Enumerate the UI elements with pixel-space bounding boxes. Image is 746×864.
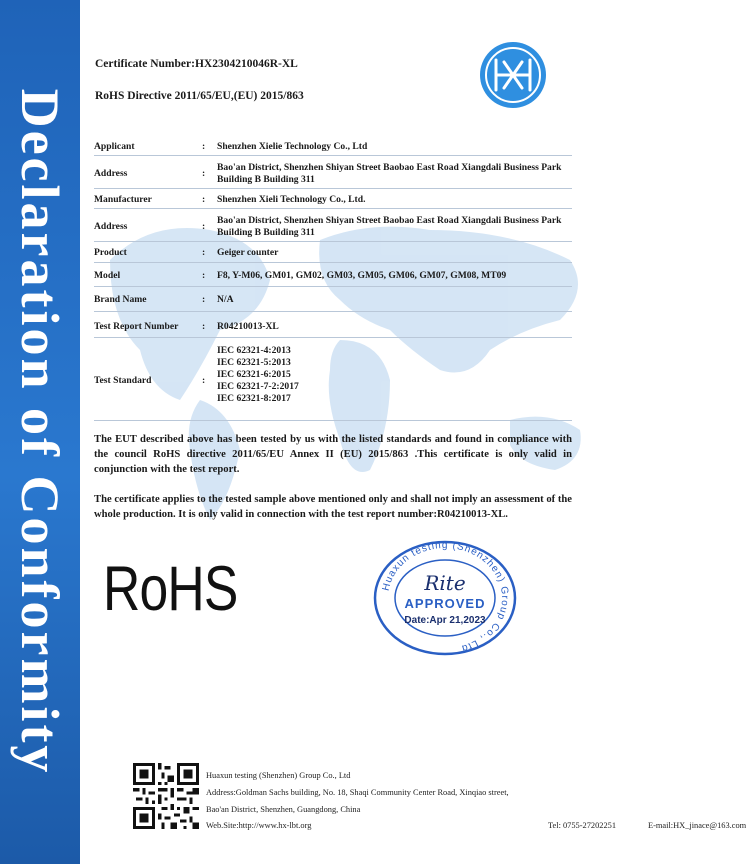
divider <box>94 337 572 338</box>
certificate-number: Certificate Number:HX2304210046R-XL <box>95 58 298 70</box>
footer-email: E-mail:HX_jinace@163.com <box>648 821 746 830</box>
standard-item: IEC 62321-6:2015 <box>217 369 291 380</box>
standard-item: IEC 62321-7-2:2017 <box>217 381 299 392</box>
field-label: Manufacturer <box>94 194 152 205</box>
divider <box>94 286 572 287</box>
field-label: Address <box>94 168 128 179</box>
footer-website: Web.Site:http://www.hx-lbt.org <box>206 821 312 830</box>
field-value: Bao'an District, Shenzhen Shiyan Street Baobao East Road Xiangdali Business Park Building B Building 311 <box>217 215 562 238</box>
approval-stamp-icon <box>370 538 520 658</box>
field-label: Test Report Number <box>94 321 179 332</box>
field-value: Geiger counter <box>217 247 279 258</box>
stamp-approved: APPROVED <box>404 596 486 611</box>
standard-list <box>217 345 567 405</box>
standard-item: IEC 62321-4:2013 <box>217 345 291 356</box>
company-logo-icon <box>478 40 548 110</box>
side-band <box>0 0 80 864</box>
field-label: Address <box>94 221 128 232</box>
footer-address-line2: Bao'an District, Shenzhen, Guangdong, China <box>206 805 361 814</box>
divider <box>94 311 572 312</box>
field-label: Applicant <box>94 141 135 152</box>
field-colon: : <box>202 375 206 386</box>
divider <box>94 262 572 263</box>
field-value: F8, Y-M06, GM01, GM02, GM03, GM05, GM06, GM07, GM08, MT09 <box>217 270 507 281</box>
stamp-date: Date:Apr 21,2023 <box>404 615 486 626</box>
field-label: Test Standard <box>94 375 152 386</box>
field-colon: : <box>202 221 206 232</box>
field-colon: : <box>202 194 206 205</box>
field-value: R04210013-XL <box>217 321 279 332</box>
stamp-ring-text: Huaxun testing (Shenzhen) Group Co., Ltd <box>380 539 511 654</box>
field-value: Shenzhen Xieli Technology Co., Ltd. <box>217 194 366 205</box>
qr-code-icon <box>133 763 199 829</box>
field-label: Product <box>94 247 127 258</box>
field-value: N/A <box>217 294 234 305</box>
field-label: Model <box>94 270 121 281</box>
field-value: Bao'an District, Shenzhen Shiyan Street Baobao East Road Xiangdali Business Park Building B Building 311 <box>217 162 562 185</box>
field-value: Shenzhen Xielie Technology Co., Ltd <box>217 141 368 152</box>
field-colon: : <box>202 247 206 258</box>
field-colon: : <box>202 270 206 281</box>
field-colon: : <box>202 141 206 152</box>
footer-address-line1: Address:Goldman Sachs building, No. 18, Shaqi Community Center Road, Xinqiao street, <box>206 788 509 797</box>
standard-item: IEC 62321-5:2013 <box>217 357 291 368</box>
divider <box>94 420 572 421</box>
compliance-paragraph: The EUT described above has been tested by us with the listed standards and found in compliance with the council RoHS directive 2011/65/EU Annex II (EU) 2015/863 .This certificate is only valid in conjunction with the test report. <box>94 434 572 475</box>
stamp-signature: Rite <box>424 571 466 595</box>
standard-item: IEC 62321-8:2017 <box>217 393 291 404</box>
footer-tel: Tel: 0755-27202251 <box>548 821 617 830</box>
field-label: Brand Name <box>94 294 147 305</box>
divider <box>94 208 572 209</box>
footer-company: Huaxun testing (Shenzhen) Group Co., Ltd <box>206 771 351 780</box>
rohs-mark: RoHS <box>103 554 238 624</box>
footer-contact <box>206 821 746 830</box>
divider <box>94 188 572 189</box>
scope-paragraph: The certificate applies to the tested sample above mentioned only and shall not imply an assessment of the whole production. It is only valid in connection with the test report number:R04210013-XL. <box>94 494 572 520</box>
field-colon: : <box>202 321 206 332</box>
divider <box>94 155 572 156</box>
field-colon: : <box>202 294 206 305</box>
field-colon: : <box>202 168 206 179</box>
side-title: Declaration of Conformity <box>10 88 70 776</box>
directive-line: RoHS Directive 2011/65/EU,(EU) 2015/863 <box>95 90 304 102</box>
divider <box>94 241 572 242</box>
